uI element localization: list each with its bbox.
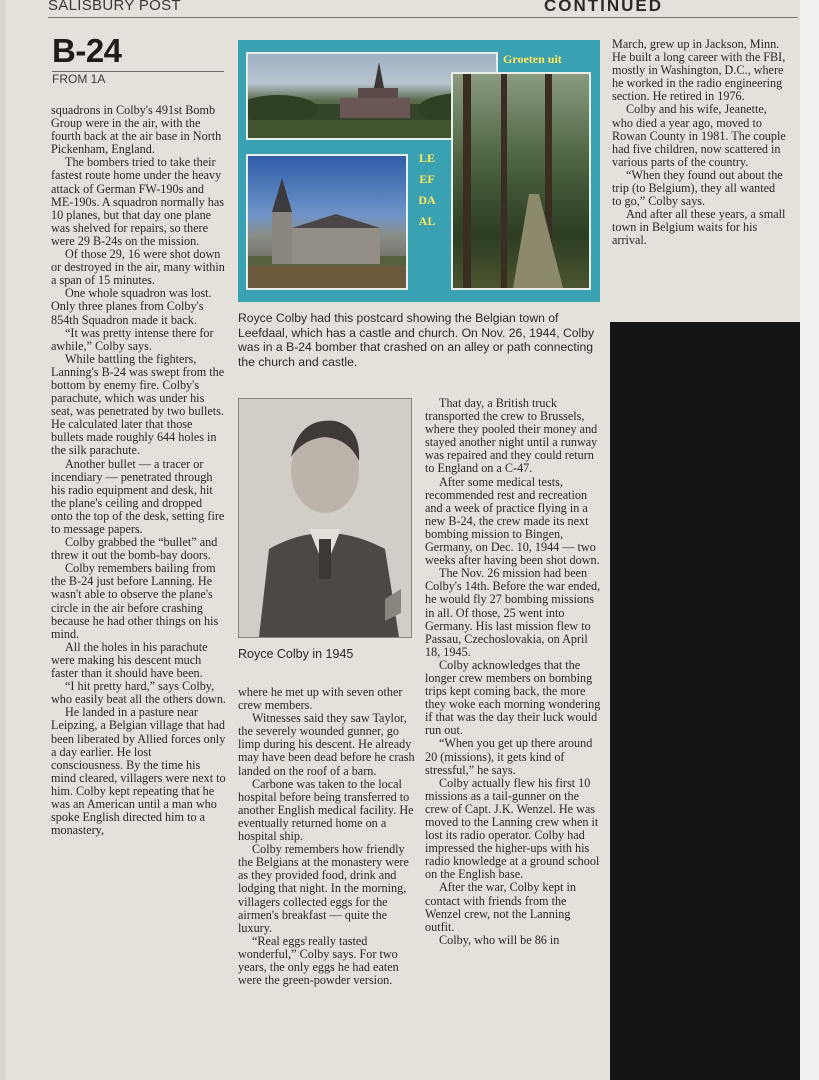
postcard-greeting: Groeten uit [503,52,562,66]
postcard-town-name: LEEFDAAL [418,151,436,228]
jump-line: FROM 1A [52,72,106,86]
paragraph: Of those 29, 16 were shot down or destroyed in the air, many within a span of 15 minutes. [51,247,225,288]
paragraph: The Nov. 26 mission had been Colby's 14th. Before the war ended, he would fly 27 bombing missions in all. Of those, 25 went into Germany. His last mission flew to Passau, Czechoslovakia, on April 18, 1945. [425,566,601,659]
paragraph: “When they found out about the trip (to Belgium), they all wanted to go,” Colby says. [612,167,783,209]
postcard-caption: Royce Colby had this postcard showing the Belgian town of Leefdaal, which has a castle and church. On Nov. 26, 1944, Colby was in a B-24 bomber that crashed on an alley or path connecting the church and castle. [238,311,595,369]
paragraph: Witnesses said they saw Taylor, the severely wounded gunner, go limp during his descent. He already may have been dead before he crash landed on the roof of a barn. [238,711,415,778]
paragraph: While battling the fighters, Lanning's B-24 was swept from the bottom by enemy fire. Colby's parachute, which was under his seat, was penetrated by two bullets. He calculated later that those bullets made roughly 644 holes in the silk parachute. [51,351,225,458]
paragraph: All the holes in his parachute were making his descent much faster than it should have been. [51,639,208,681]
paragraph: He landed in a pasture near Leipzing, a Belgian village that had been liberated by Allied forces only a day earlier. He lost consciousness. By the time his mind cleared, villagers were next to him. Colby kept repeating that he was an American until a man who spoke English directed him to a monastery, [51,705,226,838]
headline: B-24 [52,32,122,69]
paragraph: squadrons in Colby's 491st Bomb Group were in the air, with the fourth back at the air base in North Pickenham, England. [51,103,222,157]
paragraph: Colby grabbed the “bullet” and threw it out the bomb-bay doors. [51,535,218,563]
paragraph: “It was pretty intense there for awhile,” Colby says. [51,325,214,353]
masthead [48,0,663,17]
article-column-1 [51,104,226,837]
paragraph: Carbone was taken to the local hospital before being transferred to another English medical facility. He eventually returned home on a hospital ship. [238,776,414,844]
paragraph: Colby remembers how friendly the Belgians at the monastery were as they provided food, drink and lodging that night. In the morning, villagers collected eggs for the airmen's breakfast — quite the luxury. [238,842,409,935]
paragraph: Colby remembers bailing from the B-24 just before Lanning. He wasn't able to observe the plane's circle in the air before crashing because he had other things on his mind. [51,561,219,641]
postcard-image [238,40,600,302]
church-illustration [248,156,406,288]
paragraph: Colby, who will be 86 in [439,932,560,947]
continued-label: CONTINUED [543,0,663,15]
forest-illustration [453,74,589,288]
paragraph: “I hit pretty hard,” says Colby, who easily beat all the others down. [51,679,226,707]
article-column-2 [238,686,416,987]
scan-background-area [610,322,800,1080]
paragraph: And after all these years, a small town in Belgium waits for his arrival. [612,207,786,248]
soldier-portrait [239,399,411,637]
scan-margin [800,0,819,1080]
paragraph: “When you get up there around 20 (missions), it gets kind of stressful,” he says. [425,736,593,777]
masthead-rule [48,17,798,18]
paragraph: The bombers tried to take their fastest route home under the heavy attack of German FW-190s and ME-190s. A squadron normally has 10 planes, but that day one plane was shelved for repairs, so there were 29 B-24s on the mission. [51,155,224,248]
paragraph: March, grew up in Jackson, Minn. He built a long career with the FBI, mostly in Washington, D.C., where he worked in the radio engineering section. He retired in 1976. [612,37,786,104]
paragraph: That day, a British truck transported the crew to Brussels, where they pooled their money and stayed another night until a runway was repaired and they could return to England on a C-47. [425,396,598,476]
paragraph: Colby and his wife, Jeanette, who died a year ago, moved to Rowan County in 1981. The couple had five children, now scattered in various parts of the country. [612,102,786,169]
paragraph: After the war, Colby kept in contact with friends from the Wenzel crew, not the Lanning outfit. [425,880,576,934]
paragraph: Another bullet — a tracer or incendiary — penetrated through his radio equipment and desk, hit the plane's ceiling and dropped onto the top of the desk, setting fire to message papers. [51,456,225,536]
portrait-photo [238,398,412,638]
article-column-3 [425,397,601,947]
article-column-4 [612,38,787,248]
paragraph: After some medical tests, recommended rest and recreation and a week of practice flying in a new B-24, the crew made its next bombing mission to Bingen, Germany, on Dec. 10, 1944 — two weeks after having been shot down. [425,474,600,568]
forest-path-photo [451,72,591,290]
paragraph: Colby actually flew his first 10 missions as a tail-gunner on the crew of Capt. J.K. Wenzel. He was moved to the Lanning crew when it lost its radio operator. Colby had impressed the higher-ups with his radio knowledge at a ground school on the English base. [425,775,600,882]
paragraph: One whole squadron was lost. Only three planes from Colby's 854th Squadron made it back. [51,286,212,327]
paragraph: Colby acknowledges that the longer crew members on bombing trips kept coming back, the more they woke each morning wondering if that was the day their luck would run out. [425,657,601,738]
paragraph: “Real eggs really tasted wonderful,” Colby says. For two years, the only eggs he had eaten were the green-powder version. [238,933,399,988]
portrait-caption: Royce Colby in 1945 [238,647,354,661]
publication-name: SALISBURY POST [48,0,181,14]
church-photo [246,154,408,290]
paragraph: where he met up with seven other crew members. [238,685,403,713]
